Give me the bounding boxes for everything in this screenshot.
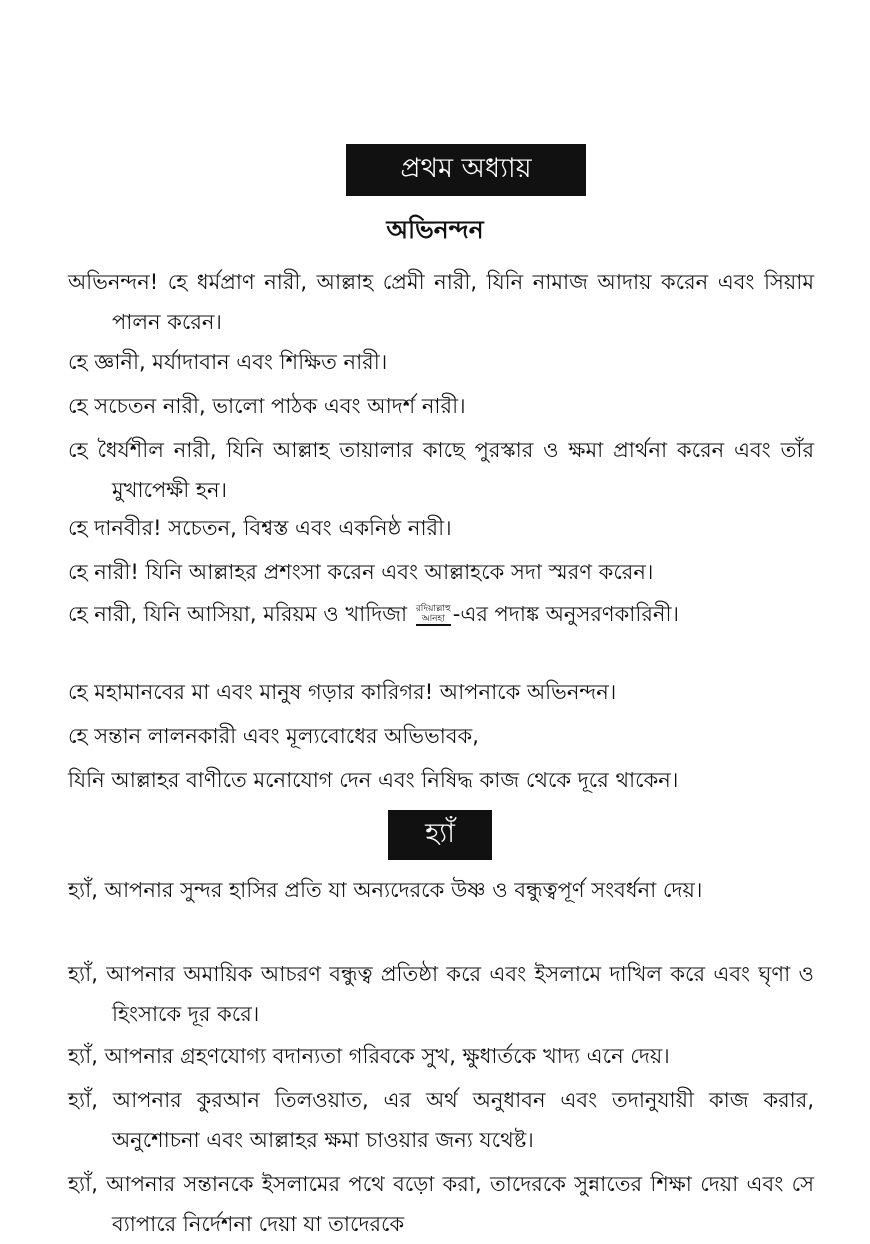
mother-paragraph: যিনি আল্লাহর বাণীতে মনোযোগ দেন এবং নিষিদ্ধ কাজ থেকে দূরে থাকেন।	[68, 768, 679, 792]
yes-heading-box	[388, 810, 492, 860]
followers-text-start: হে নারী, যিনি আসিয়া, মরিয়ম ও খাদিজা	[68, 602, 408, 626]
followers-text-end: -এর পদাঙ্ক অনুসরণকারিনী।	[452, 602, 679, 626]
greeting-paragraph: অভিনন্দন! হে ধর্মপ্রাণ নারী, আল্লাহ প্রেমী নারী, যিনি নামাজ আদায় করেন এবং সিয়াম পালন করেন।	[68, 270, 814, 334]
greeting-paragraph: হে সচেতন নারী, ভালো পাঠক এবং আদর্শ নারী।	[68, 394, 466, 418]
chapter-heading: প্রথম অধ্যায়	[400, 152, 532, 184]
mother-paragraph: হে মহামানবের মা এবং মানুষ গড়ার কারিগর! আপনাকে অভিনন্দন।	[68, 680, 617, 704]
yes-item: হ্যাঁ, আপনার সন্তানকে ইসলামের পথে বড়ো করা, তাদেরকে সুন্নাতের শিক্ষা দেয়া এবং সে ব্যাপারে নির্দেশনা দেয়া যা তাদেরকে	[68, 1172, 814, 1236]
chapter-heading-box	[346, 144, 586, 196]
honorific-bottom: আনহা	[421, 614, 445, 624]
yes-item: হ্যাঁ, আপনার অমায়িক আচরণ বন্ধুত্ব প্রতিষ্ঠা করে এবং ইসলামে দাখিল করে এবং ঘৃণা ও হিংসাকে দূর করে।	[68, 962, 814, 1026]
mother-paragraph: হে সন্তান লালনকারী এবং মূল্যবোধের অভিভাবক,	[68, 724, 479, 748]
honorific-ligature	[416, 604, 451, 626]
yes-item: হ্যাঁ, আপনার গ্রহণযোগ্য বদান্যতা গরিবকে সুখ, ক্ষুধার্তকে খাদ্য এনে দেয়।	[68, 1044, 670, 1068]
followers-paragraph	[68, 594, 814, 634]
greeting-paragraph: হে দানবীর! সচেতন, বিশ্বস্ত এবং একনিষ্ঠ নারী।	[68, 516, 452, 540]
yes-item: হ্যাঁ, আপনার কুরআন তিলওয়াত, এর অর্থ অনুধাবন এবং তদানুযায়ী কাজ করার, অনুশোচনা এবং আল্লাহর ক্ষমা চাওয়ার জন্য যথেষ্ট।	[68, 1088, 814, 1152]
greeting-paragraph: হে নারী! যিনি আল্লাহর প্রশংসা করেন এবং আল্লাহকে সদা স্মরণ করেন।	[68, 560, 654, 584]
section-title: অভিনন্দন	[386, 215, 484, 244]
honorific-top: রদিয়াল্লাহু	[415, 604, 451, 614]
yes-item: হ্যাঁ, আপনার সুন্দর হাসির প্রতি যা অন্যদেরকে উষ্ণ ও বন্ধুত্বপূর্ণ সংবর্ধনা দেয়।	[68, 878, 703, 902]
greeting-paragraph: হে জ্ঞানী, মর্যাদাবান এবং শিক্ষিত নারী।	[68, 350, 388, 374]
yes-heading: হ্যাঁ	[425, 817, 455, 849]
greeting-paragraph: হে ধৈর্যশীল নারী, যিনি আল্লাহ তায়ালার কাছে পুরস্কার ও ক্ষমা প্রার্থনা করেন এবং তাঁর মুখাপেক্ষী হন।	[68, 438, 814, 502]
